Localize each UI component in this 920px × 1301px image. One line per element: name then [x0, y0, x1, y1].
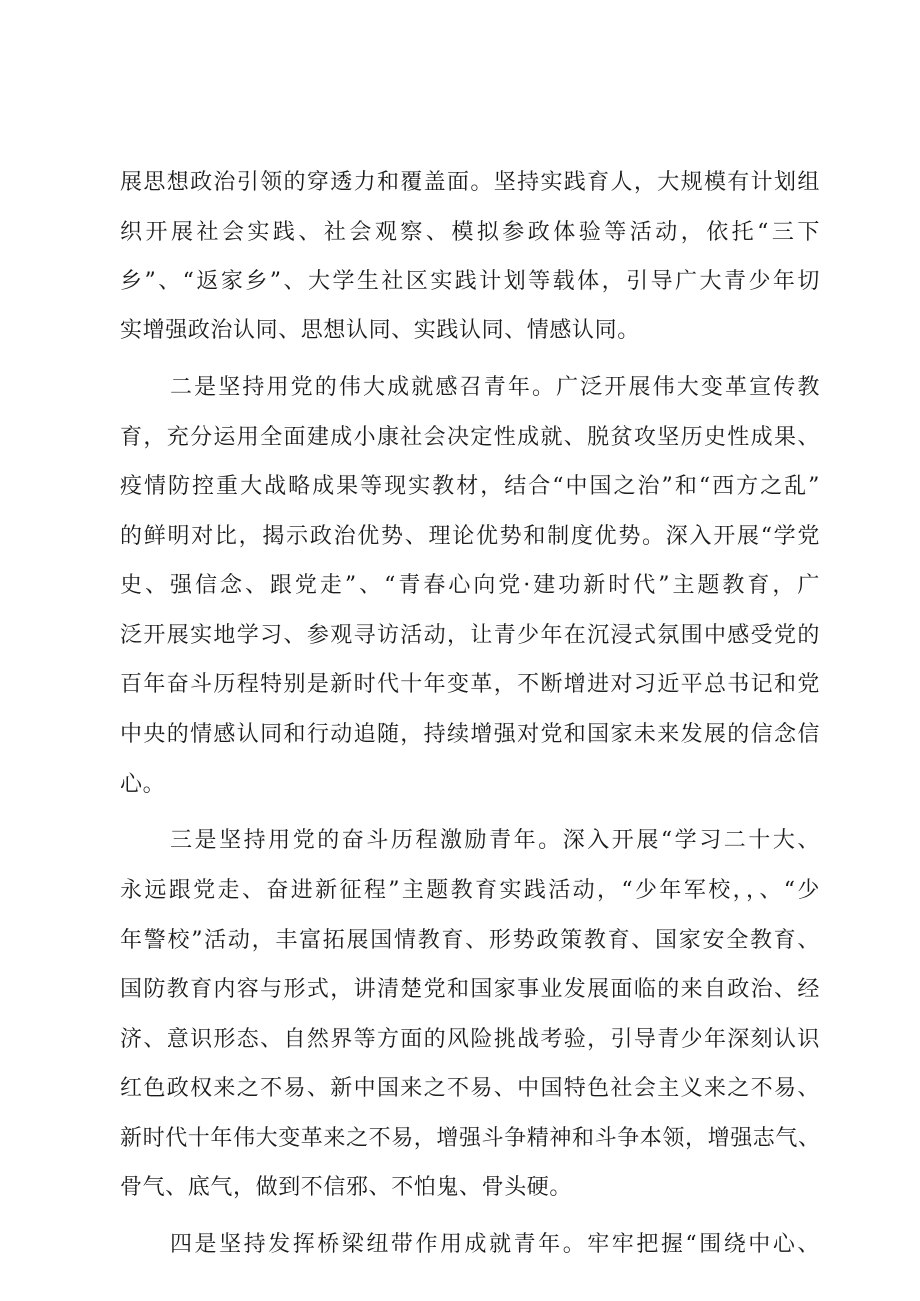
text-line: 史、强信念、跟党走”、“青春心向党·建功新时代”主题教育，广 — [120, 573, 820, 598]
text-line: 育，充分运用全面建成小康社会决定性成就、脱贫攻坚历史性成果、 — [120, 425, 820, 450]
text-line: 的鲜明对比，揭示政治优势、理论优势和制度优势。深入开展“学党 — [120, 524, 820, 549]
text-line: 中央的情感认同和行动追随，持续增强对党和国家未来发展的信念信 — [120, 722, 820, 747]
text-line: 永远跟党走、奋进新征程”主题教育实践活动，“少年军校，，、“少 — [120, 878, 820, 903]
paragraph-heading-line: 二是坚持用党的伟大成就感召青年。广泛开展伟大变革宣传教 — [170, 375, 820, 400]
text-line: 织开展社会实践、社会观察、模拟参政体验等活动，依托“三下 — [120, 220, 820, 245]
text-line: 泛开展实地学习、参观寻访活动，让青少年在沉浸式氛围中感受党的 — [120, 623, 820, 648]
paragraph-heading-line: 三是坚持用党的奋斗历程激励青年。深入开展“学习二十大、 — [170, 828, 820, 853]
text-line: 骨气、底气，做到不信邪、不怕鬼、骨头硬。 — [120, 1175, 573, 1200]
text-line: 实增强政治认同、思想认同、实践认同、情感认同。 — [120, 318, 640, 343]
text-line: 展思想政治引领的穿透力和覆盖面。坚持实践育人，大规模有计划组 — [120, 170, 820, 195]
text-line: 心。 — [120, 772, 166, 797]
text-line: 百年奋斗历程特别是新时代十年变革，不断增进对习近平总书记和党 — [120, 672, 820, 697]
text-line: 乡”、“返家乡”、大学生社区实践计划等载体，引导广大青少年切 — [120, 269, 820, 294]
text-line: 疫情防控重大战略成果等现实教材，结合“中国之治”和“西方之乱” — [120, 474, 820, 499]
paragraph-heading-line: 四是坚持发挥桥梁纽带作用成就青年。牢牢把握“围绕中心、 — [170, 1232, 820, 1257]
text-line: 济、意识形态、自然界等方面的风险挑战考验，引导青少年深刻认识 — [120, 1027, 820, 1052]
text-line: 新时代十年伟大变革来之不易，增强斗争精神和斗争本领，增强志气、 — [120, 1126, 821, 1151]
text-line: 国防教育内容与形式，讲清楚党和国家事业发展面临的来自政治、经 — [120, 977, 820, 1002]
text-line: 红色政权来之不易、新中国来之不易、中国特色社会主义来之不易、 — [120, 1076, 820, 1101]
text-line: 年警校”活动，丰富拓展国情教育、形势政策教育、国家安全教育、 — [120, 928, 820, 953]
